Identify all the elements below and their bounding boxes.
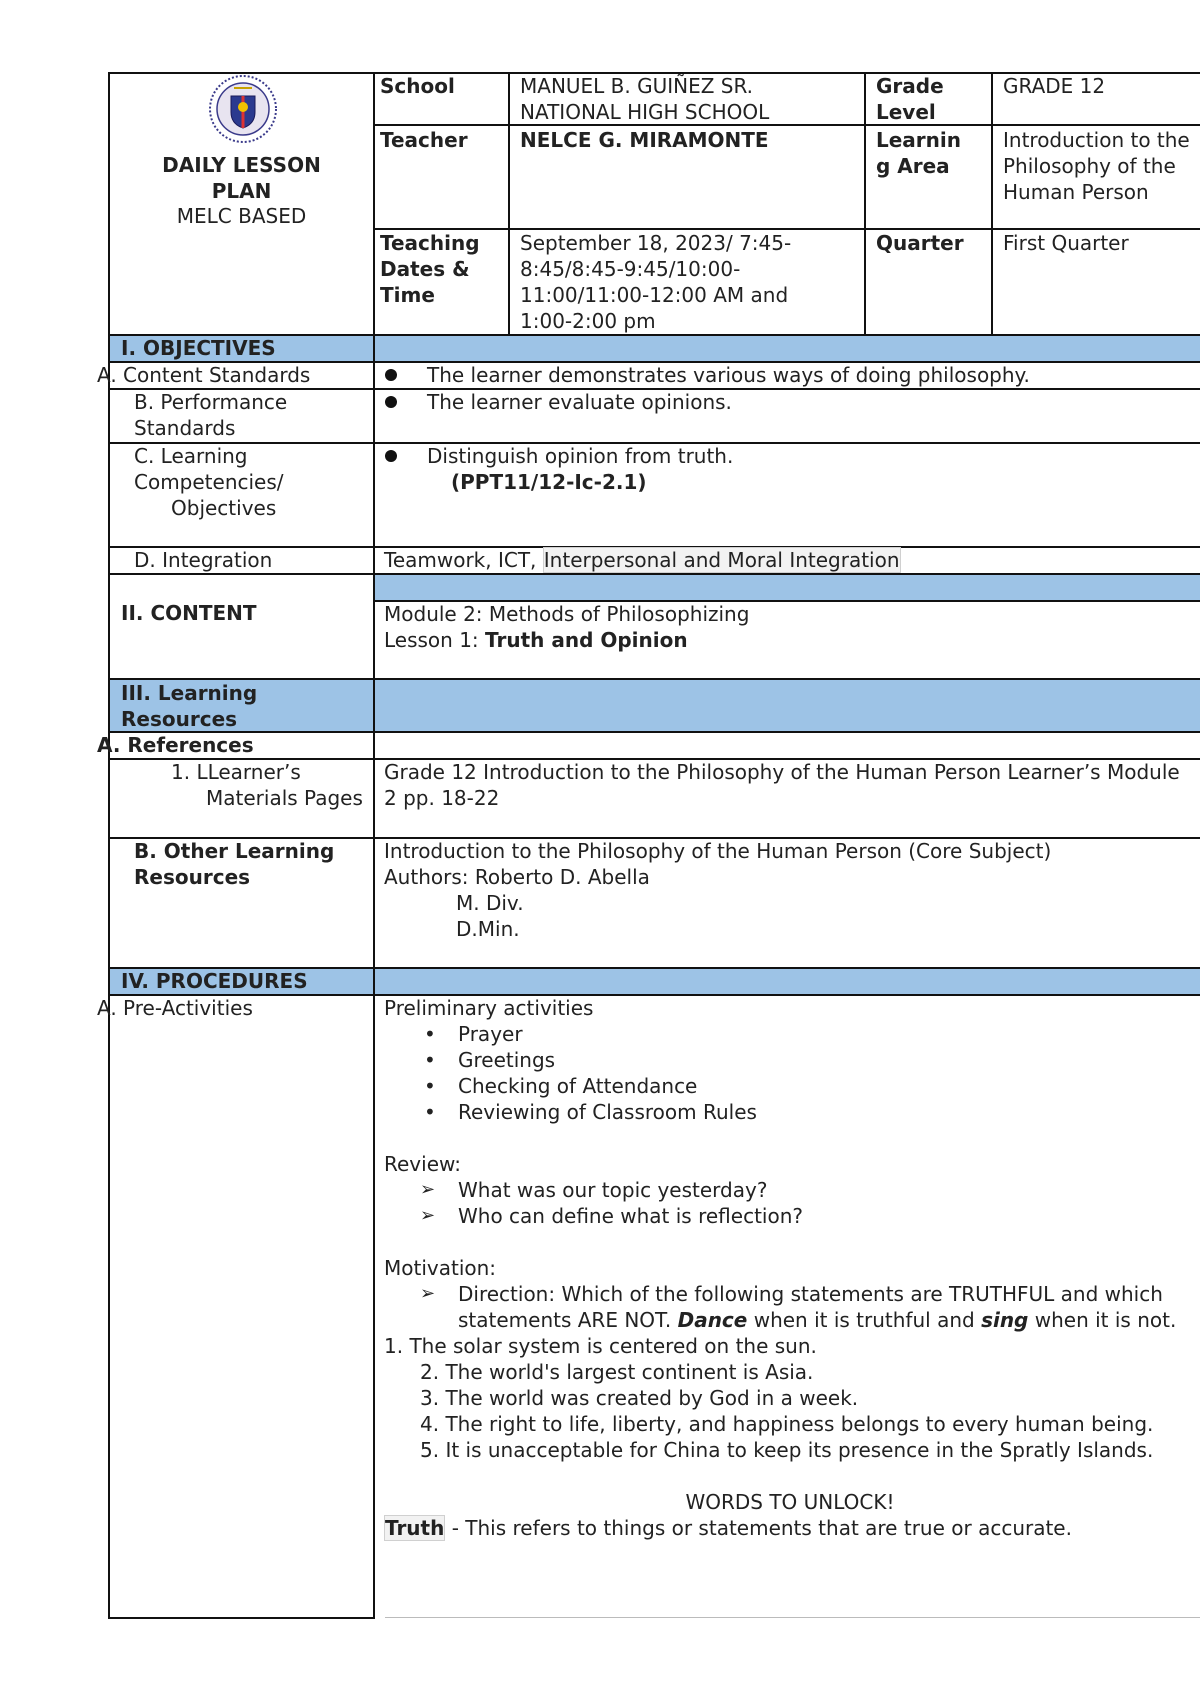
statement-1: 1. The solar system is centered on the sun. [384,1334,817,1358]
competencies-list [381,443,1196,469]
direction-text-a: Direction: Which of the following statements are TRUTHFUL and which statements ARE NOT. [458,1282,1163,1332]
direction-text-b: when it is truthful and [747,1308,982,1332]
list-item: ➢ What was our topic yesterday? [384,1177,1196,1203]
teacher-label: Teacher [380,128,468,152]
preliminary-list [384,1021,1196,1125]
integration-value-a: Teamwork, ICT, [384,548,543,572]
other-resources-line4: D.Min. [456,917,520,941]
direction-text-c: when it is not. [1028,1308,1177,1332]
content-heading: II. CONTENT [121,601,257,625]
lesson-name: Truth and Opinion [485,628,688,652]
resources-heading: III. Learning Resources [121,681,258,731]
dates-label: Teaching Dates & Time [380,231,480,307]
area-value: Introduction to the Philosophy of the Human Person [1003,128,1190,204]
school-value: MANUEL B. GUIÑEZ SR. NATIONAL HIGH SCHOOL [520,74,770,124]
other-resources-line1: Introduction to the Philosophy of the Human Person (Core Subject) [384,839,1052,863]
performance-standards-label: B. Performance Standards [134,390,288,440]
grade-value: GRADE 12 [1003,74,1106,98]
statement-3: 3. The world was created by God in a week. [420,1386,859,1410]
statement-4: 4. The right to life, liberty, and happiness belongs to every human being. [420,1412,1154,1436]
learner-materials-value: Grade 12 Introduction to the Philosophy of the Human Person Learner’s Module 2 pp. 18-22 [384,760,1180,810]
list-item: • Prayer [384,1021,1196,1047]
learner-materials-label: 1. LLearner’s Materials Pages [171,760,363,810]
statement-2: 2. The world's largest continent is Asia. [420,1360,814,1384]
content-standard-item: The learner demonstrates various ways of doing philosophy. [381,362,1196,388]
lesson-title [384,627,688,653]
deped-seal [206,74,280,144]
school-label: School [380,74,455,98]
performance-standard-item: The learner evaluate opinions. [381,389,1196,415]
list-item: • Checking of Attendance [384,1073,1196,1099]
performance-standards-list [381,389,1196,415]
integration-value [384,547,901,573]
competency-code: (PPT11/12-Ic-2.1) [451,470,647,494]
pre-activities-label: A. Pre-Activities [97,996,253,1020]
competencies-label-3: Objectives [171,496,277,520]
other-resources-line3: M. Div. [456,891,524,915]
competency-item: Distinguish opinion from truth. [381,443,1196,469]
other-resources-line2: Authors: Roberto D. Abella [384,865,650,889]
competencies-label-2: Competencies/ [134,470,284,494]
direction-item [384,1281,1196,1333]
motivation-heading: Motivation: [384,1256,497,1280]
integration-label: D. Integration [134,548,273,572]
list-item: ➢ Who can define what is reflection? [384,1203,1196,1229]
module-title: Module 2: Methods of Philosophizing [384,602,750,626]
preliminary-heading: Preliminary activities [384,996,594,1020]
truth-definition [384,1515,1196,1541]
content-standards-label: A. Content Standards [97,363,311,387]
competencies-label-1: C. Learning [134,444,248,468]
list-item: • Reviewing of Classroom Rules [384,1099,1196,1125]
lesson-prefix: Lesson 1: [384,628,486,652]
review-heading: Review: [384,1152,462,1176]
doc-title-line2: PLAN [211,179,272,203]
list-item: • Greetings [384,1047,1196,1073]
dates-value: September 18, 2023/ 7:45-8:45/8:45-9:45/10:00-11:00/11:00-12:00 AM and 1:00-2:00 pm [520,231,792,333]
content-standards-list [381,362,1196,388]
direction-sing: sing [981,1308,1029,1332]
statement-5: 5. It is unacceptable for China to keep its presence in the Spratly Islands. [420,1438,1154,1462]
truth-definition-text: - This refers to things or statements that are true or accurate. [445,1516,1072,1540]
area-label: Learnin g Area [876,128,961,178]
other-resources-label: B. Other Learning Resources [134,839,335,889]
objectives-heading: I. OBJECTIVES [121,336,276,360]
teacher-value: NELCE G. MIRAMONTE [520,128,769,152]
references-label: A. References [97,733,254,757]
quarter-label: Quarter [876,231,964,255]
unlock-heading: WORDS TO UNLOCK! [685,1490,895,1514]
procedures-heading: IV. PROCEDURES [121,969,308,993]
motivation-list [384,1281,1196,1333]
doc-subtitle: MELC BASED [176,204,307,228]
grade-label: Grade Level [876,74,944,124]
quarter-value: First Quarter [1003,231,1129,255]
direction-dance: Dance [677,1308,748,1332]
truth-term: Truth [385,1516,445,1540]
integration-value-b: Interpersonal and Moral Integration [543,548,900,572]
procedures-body [384,995,1196,1541]
content-band-right [374,575,1200,601]
doc-title-line1: DAILY LESSON [162,153,321,177]
review-list [384,1177,1196,1229]
